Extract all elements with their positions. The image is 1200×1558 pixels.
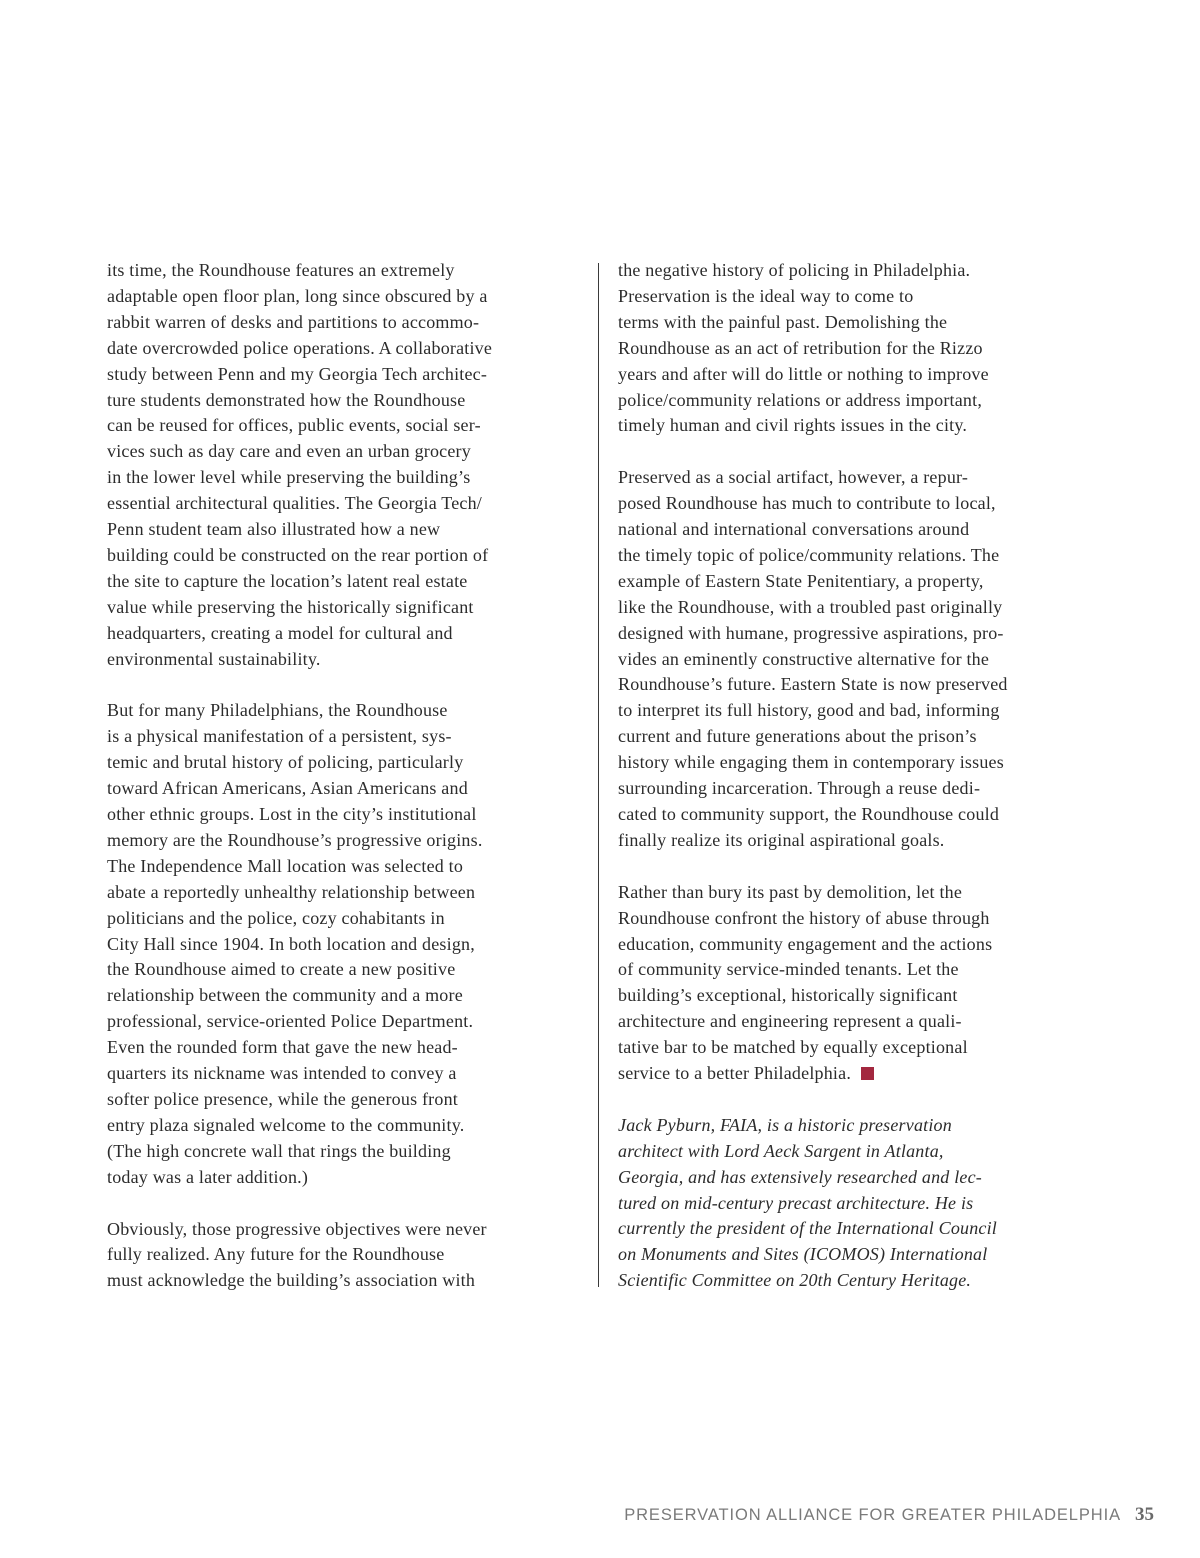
paragraph xyxy=(618,880,1098,1087)
text-line: of community service-minded tenants. Let the xyxy=(618,959,959,980)
bio-line: on Monuments and Sites (ICOMOS) International xyxy=(618,1244,988,1265)
text-line: City Hall since 1904. In both location and design, xyxy=(107,933,475,954)
text-line: politicians and the police, cozy cohabitants in xyxy=(107,907,445,928)
text-line: in the lower level while preserving the building’s xyxy=(107,467,471,488)
text-line: current and future generations about the prison’s xyxy=(618,726,977,747)
text-line: the timely topic of police/community relations. The xyxy=(618,544,1000,565)
text-line: building could be constructed on the rear portion of xyxy=(107,544,489,565)
text-line: quarters its nickname was intended to convey a xyxy=(107,1063,457,1084)
text-line-with-end-mark xyxy=(618,1061,1098,1087)
text-line: abate a reportedly unhealthy relationship between xyxy=(107,881,476,902)
page-footer xyxy=(624,1504,1154,1526)
text-line: history while engaging them in contemporary issues xyxy=(618,752,1004,773)
text-line: surrounding incarceration. Through a reuse dedi- xyxy=(618,778,981,799)
text-line: designed with humane, progressive aspirations, pro- xyxy=(618,622,1004,643)
bio-line: Scientific Committee on 20th Century Heritage. xyxy=(618,1270,972,1291)
text-line: entry plaza signaled welcome to the community. xyxy=(107,1114,465,1135)
text-line: tative bar to be matched by equally exceptional xyxy=(618,1037,968,1058)
text-line: like the Roundhouse, with a troubled past originally xyxy=(618,596,1003,617)
text-line: The Independence Mall location was selected to xyxy=(107,855,464,876)
bio-line: tured on mid-century precast architecture. He is xyxy=(618,1192,974,1213)
paragraph xyxy=(618,465,1098,854)
text-line: But for many Philadelphians, the Roundhouse xyxy=(107,700,448,721)
text-line: service to a better Philadelphia. xyxy=(618,1063,852,1084)
text-line: environmental sustainability. xyxy=(107,648,321,669)
end-of-article-square-icon xyxy=(861,1067,874,1080)
text-line: terms with the painful past. Demolishing the xyxy=(618,311,948,332)
text-line: date overcrowded police operations. A collaborative xyxy=(107,337,493,358)
bio-line: currently the president of the International Council xyxy=(618,1218,998,1239)
text-line: Penn student team also illustrated how a new xyxy=(107,519,441,540)
text-line: professional, service-oriented Police Department. xyxy=(107,1011,474,1032)
text-line: to interpret its full history, good and bad, informing xyxy=(618,700,1000,721)
text-line: other ethnic groups. Lost in the city’s institutional xyxy=(107,804,477,825)
text-line: is a physical manifestation of a persistent, sys- xyxy=(107,726,452,747)
text-line: today was a later addition.) xyxy=(107,1166,309,1187)
paragraph xyxy=(107,1217,585,1295)
text-line: ture students demonstrated how the Roundhouse xyxy=(107,389,466,410)
text-line: vides an eminently constructive alternative for the xyxy=(618,648,990,669)
text-line: example of Eastern State Penitentiary, a property, xyxy=(618,570,984,591)
text-line: its time, the Roundhouse features an extremely xyxy=(107,260,455,280)
text-line: posed Roundhouse has much to contribute to local, xyxy=(618,493,996,514)
column-divider xyxy=(598,263,599,1287)
text-line: Rather than bury its past by demolition, let the xyxy=(618,881,963,902)
text-line: softer police presence, while the generous front xyxy=(107,1088,458,1109)
author-bio xyxy=(618,1113,1098,1294)
text-line: vices such as day care and even an urban grocery xyxy=(107,441,471,462)
text-line: adaptable open floor plan, long since obscured by a xyxy=(107,285,488,306)
text-line: temic and brutal history of policing, particularly xyxy=(107,752,464,773)
text-line: essential architectural qualities. The Georgia Tech/ xyxy=(107,493,483,514)
text-line: (The high concrete wall that rings the building xyxy=(107,1140,451,1161)
bio-line: Georgia, and has extensively researched and lec- xyxy=(618,1166,982,1187)
text-line: Obviously, those progressive objectives were never xyxy=(107,1218,487,1239)
text-line: building’s exceptional, historically significant xyxy=(618,985,958,1006)
text-line: the site to capture the location’s latent real estate xyxy=(107,570,468,591)
text-line: finally realize its original aspirational goals. xyxy=(618,829,945,850)
text-line: education, community engagement and the actions xyxy=(618,933,993,954)
page-number: 35 xyxy=(1135,1504,1154,1525)
text-line: Roundhouse confront the history of abuse through xyxy=(618,907,990,928)
text-line: police/community relations or address important, xyxy=(618,389,983,410)
left-text-column xyxy=(107,258,585,1320)
text-line: national and international conversations around xyxy=(618,519,970,540)
text-line: architecture and engineering represent a quali- xyxy=(618,1011,962,1032)
text-line: Even the rounded form that gave the new head- xyxy=(107,1037,458,1058)
text-line: headquarters, creating a model for cultural and xyxy=(107,622,453,643)
text-line: value while preserving the historically significant xyxy=(107,596,474,617)
paragraph xyxy=(107,258,585,673)
text-line: Roundhouse’s future. Eastern State is now preserved xyxy=(618,674,1008,695)
text-line: rabbit warren of desks and partitions to accommo- xyxy=(107,311,480,332)
bio-line: Jack Pyburn, FAIA, is a historic preservation xyxy=(618,1114,952,1135)
text-line: Preserved as a social artifact, however, a repur- xyxy=(618,467,969,488)
text-line: the Roundhouse aimed to create a new positive xyxy=(107,959,456,980)
text-line: relationship between the community and a more xyxy=(107,985,463,1006)
text-line: can be reused for offices, public events, social ser- xyxy=(107,415,481,436)
text-line: study between Penn and my Georgia Tech architec- xyxy=(107,363,488,384)
text-line: Roundhouse as an act of retribution for the Rizzo xyxy=(618,337,983,358)
text-line: years and after will do little or nothing to improve xyxy=(618,363,989,384)
paragraph xyxy=(618,258,1098,439)
text-line: timely human and civil rights issues in the city. xyxy=(618,415,968,436)
text-line: must acknowledge the building’s association with xyxy=(107,1270,476,1291)
text-line: the negative history of policing in Philadelphia. xyxy=(618,260,971,280)
text-line: cated to community support, the Roundhouse could xyxy=(618,804,1000,825)
footer-organization: PRESERVATION ALLIANCE FOR GREATER PHILADELPHIA xyxy=(624,1506,1121,1524)
text-line: Preservation is the ideal way to come to xyxy=(618,285,914,306)
text-line: fully realized. Any future for the Roundhouse xyxy=(107,1244,445,1265)
text-line: toward African Americans, Asian Americans and xyxy=(107,778,468,799)
paragraph xyxy=(107,698,585,1190)
right-text-column xyxy=(618,258,1098,1320)
bio-line: architect with Lord Aeck Sargent in Atlanta, xyxy=(618,1140,944,1161)
text-line: memory are the Roundhouse’s progressive origins. xyxy=(107,829,483,850)
